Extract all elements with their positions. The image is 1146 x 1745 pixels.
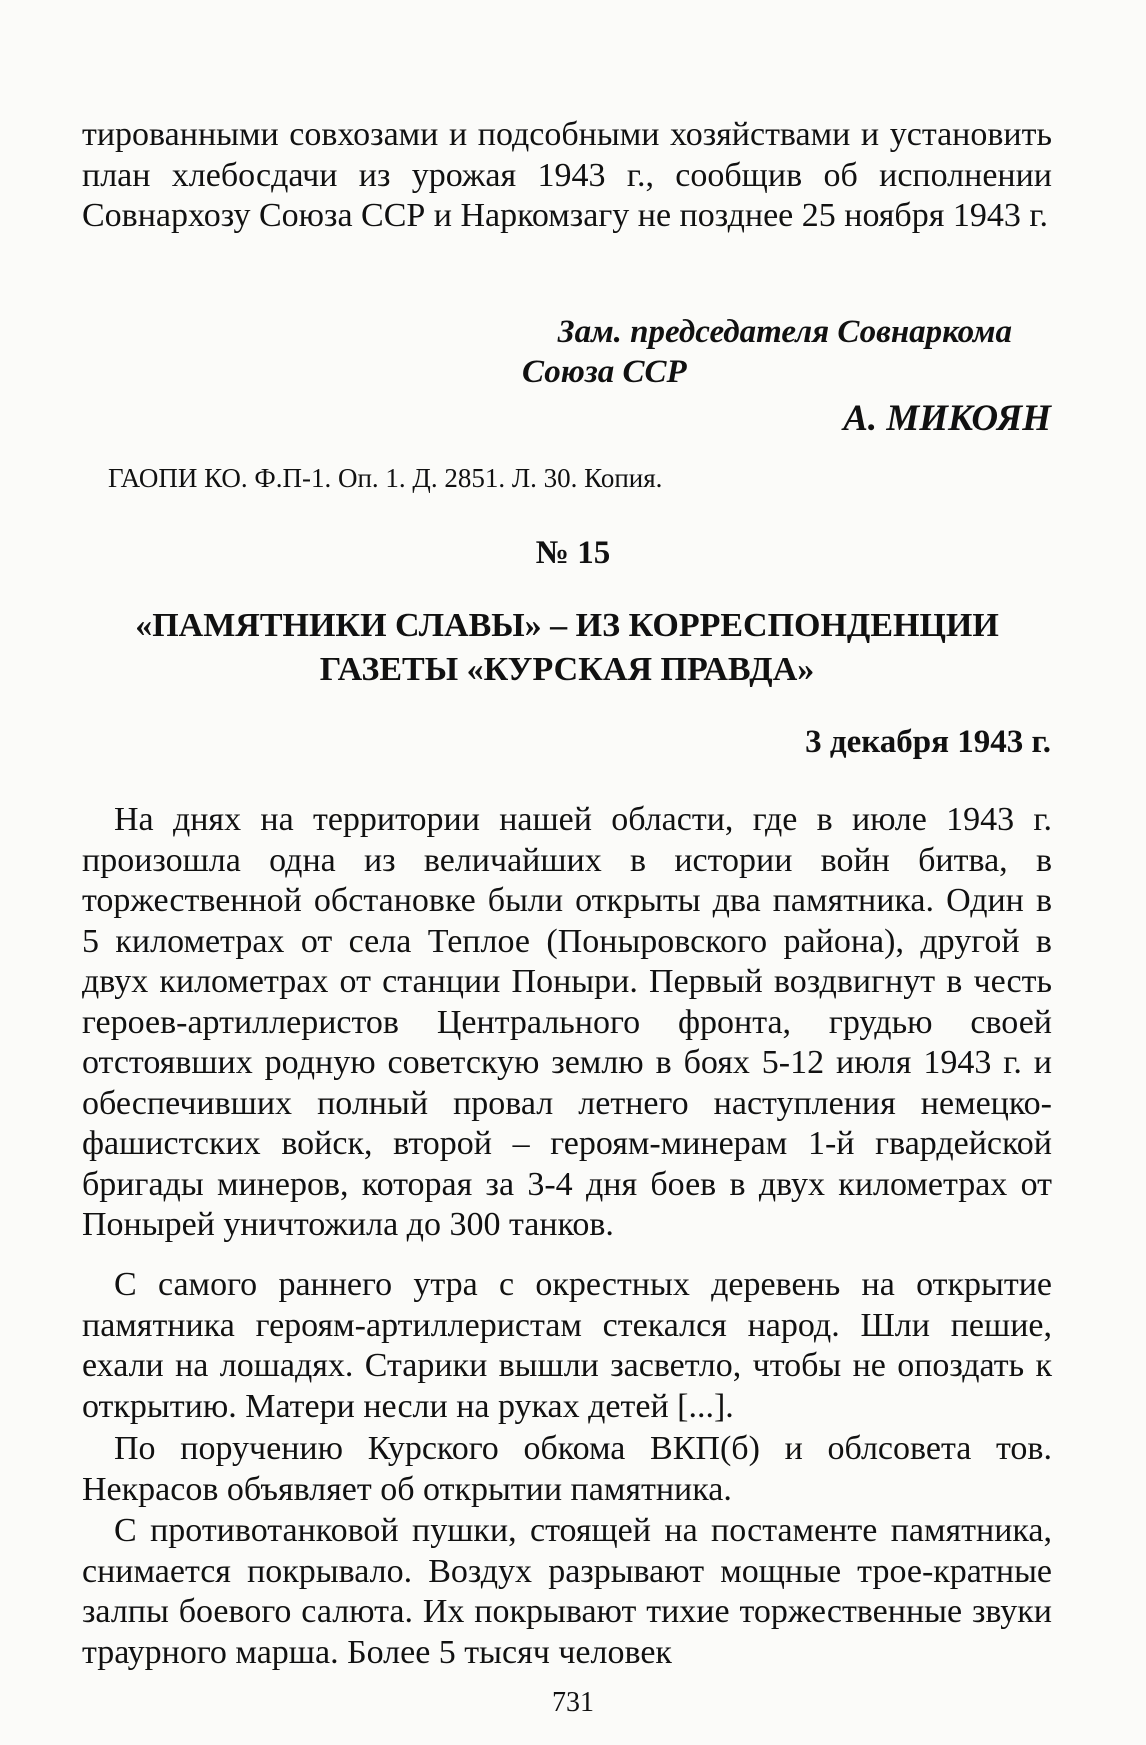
signature-name: А. МИКОЯН (843, 398, 1051, 439)
document-number: № 15 (535, 535, 611, 571)
signature-title-line2: Союза ССР (522, 354, 687, 390)
body-paragraph: С противотанковой пушки, стоящей на постаменте памятника, снимается покрывало. Воздух разрывают мощные трое-кратные залпы боевого салюта. Их покрывают тихие торжественные звуки траурного марша. Более 5 тысяч человек (82, 1512, 1052, 1671)
page-number: 731 (552, 1687, 594, 1718)
signature-title-line1: Зам. председателя Совнаркома (557, 314, 1012, 350)
document-heading: «ПАМЯТНИКИ СЛАВЫ» – ИЗ КОРРЕСПОНДЕНЦИИ ГАЗЕТЫ «КУРСКАЯ ПРАВДА» (135, 607, 999, 688)
body-paragraph: По поручению Курского обкома ВКП(б) и облсовета тов. Некрасов объявляет об открытии памятника. (82, 1430, 1052, 1508)
archive-reference: ГАОПИ КО. Ф.П-1. Оп. 1. Д. 2851. Л. 30. Копия. (108, 463, 663, 493)
body-paragraph: На днях на территории нашей области, где в июле 1943 г. произошла одна из величайших в истории войн битва, в торжественной обстановке были открыты два памятника. Один в 5 километрах от села Теплое (Поныровского района), другой в двух километрах от станции Поныри. Первый воздвигнут в честь героев-артиллеристов Центрального фронта, грудью своей отстоявших родную советскую землю в боях 5-12 июля 1943 г. и обеспечивших полный провал летнего наступления немецко-фашистских войск, второй – героям-минерам 1-й гвардейской бригады минеров, которая за 3-4 дня боев в двух километрах от Понырей уничтожила до 300 танков. (82, 801, 1052, 1243)
opening-paragraph: тированными совхозами и подсобными хозяйствами и установить план хлебосдачи из урожая 1943 г., сообщив об исполнении Совнархозу Союза ССР и Наркомзагу не позднее 25 ноября 1943 г. (82, 116, 1052, 234)
body-paragraph: С самого раннего утра с окрестных деревень на открытие памятника героям-артиллеристам стекался народ. Шли пешие, ехали на лошадях. Старики вышли засветло, чтобы не опоздать к открытию. Матери несли на руках детей [...]. (82, 1266, 1052, 1425)
document-date: 3 декабря 1943 г. (805, 724, 1051, 760)
